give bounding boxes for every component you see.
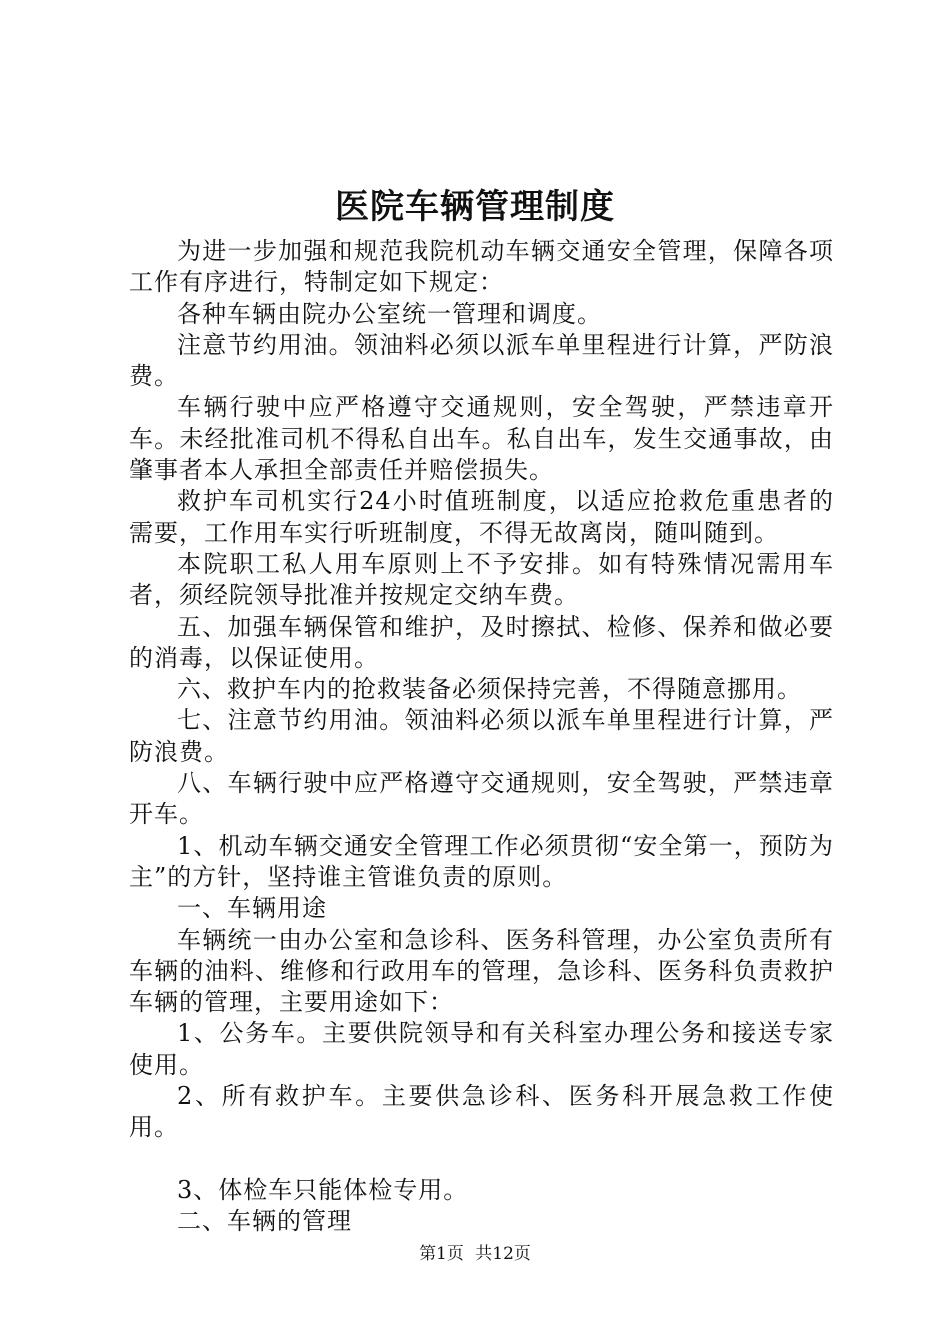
paragraph: 注意节约用油。领油料必须以派车单里程进行计算，严防浪费。 — [129, 330, 834, 391]
page-footer — [0, 1243, 950, 1265]
paragraph: 七、注意节约用油。领油料必须以派车单里程进行计算，严防浪费。 — [129, 706, 834, 766]
paragraph: 各种车辆由院办公室统一管理和调度。 — [177, 299, 602, 328]
paragraph: 车辆行驶中应严格遵守交通规则，安全驾驶，严禁违章开车。未经批准司机不得私自出车。私自出车，发生交通事故，由肇事者本人承担全部责任并赔偿损失。 — [129, 393, 834, 485]
page-total: 共12页 — [475, 1244, 531, 1264]
paragraph: 救护车司机实行24小时值班制度，以适应抢救危重患者的需要，工作用车实行听班制度，不得无故离岗，随叫随到。 — [129, 487, 834, 547]
section-heading: 一、车辆用途 — [177, 894, 327, 923]
paragraph: 六、救护车内的抢救装备必须保持完善，不得随意挪用。 — [177, 675, 802, 704]
paragraph: 1、公务车。主要供院领导和有关科室办理公务和接送专家使用。 — [129, 1019, 834, 1079]
paragraph: 五、加强车辆保管和维护，及时擦拭、检修、保养和做必要的消毒，以保证使用。 — [129, 612, 834, 672]
section-heading: 二、车辆的管理 — [177, 1206, 352, 1235]
document-title: 医院车辆管理制度 — [335, 187, 615, 227]
paragraph: 2、所有救护车。主要供急诊科、医务科开展急救工作使用。 — [129, 1082, 834, 1142]
paragraph: 本院职工私人用车原则上不予安排。如有特殊情况需用车者，须经院领导批准并按规定交纳车费。 — [129, 549, 834, 610]
paragraph: 3、体检车只能体检专用。 — [177, 1175, 469, 1204]
paragraph: 八、车辆行驶中应严格遵守交通规则，安全驾驶，严禁违章开车。 — [129, 769, 834, 829]
page-number: 第1页 — [419, 1244, 464, 1264]
paragraph: 为进一步加强和规范我院机动车辆交通安全管理，保障各项工作有序进行，特制定如下规定： — [129, 237, 834, 297]
paragraph: 1、机动车辆交通安全管理工作必须贯彻“安全第一，预防为主”的方针，坚持谁主管谁负责的原则。 — [129, 831, 834, 891]
document-body — [129, 236, 834, 1237]
paragraph: 车辆统一由办公室和急诊科、医务科管理，办公室负责所有车辆的油料、维修和行政用车的管理，急诊科、医务科负责救护车辆的管理，主要用途如下： — [129, 925, 834, 1017]
